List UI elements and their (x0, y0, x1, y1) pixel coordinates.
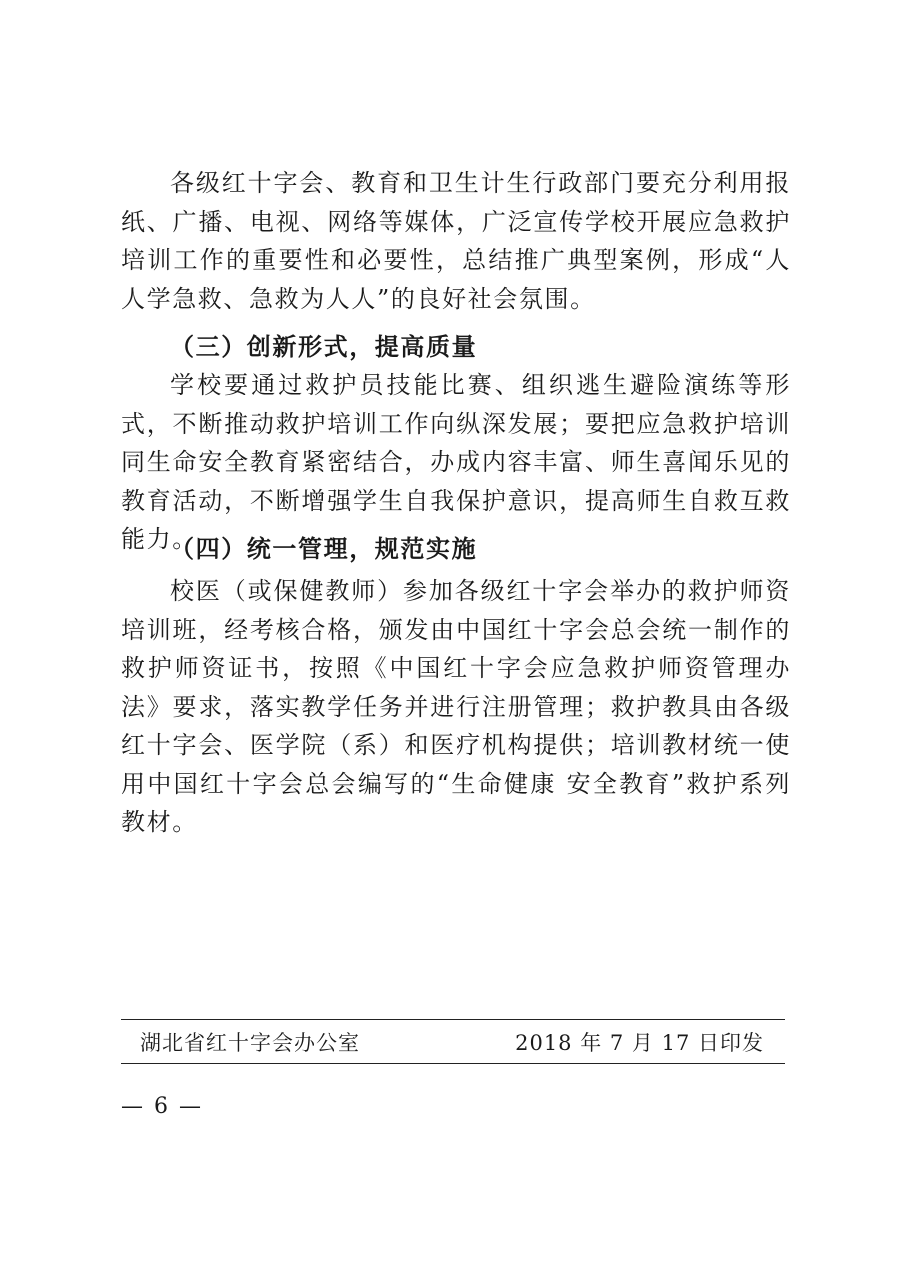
footer-bottom-rule (121, 1063, 785, 1064)
section-heading-3: （三）创新形式，提高质量 (170, 333, 478, 361)
footer-top-rule (121, 1019, 785, 1020)
footer-issue-date: 2018 年 7 月 17 日印发 (515, 1031, 764, 1055)
section-heading-4: （四）统一管理，规范实施 (170, 535, 478, 563)
footer-issuer: 湖北省红十字会办公室 (140, 1031, 360, 1055)
paragraph-management: 校医（或保健教师）参加各级红十字会举办的救护师资培训班，经考核合格，颁发由中国红十字会总会统一制作的救护师资证书，按照《中国红十字会应急救护师资管理办法》要求，落实教学任务并进行注册管理；救护教具由各级红十字会、医学院（系）和医疗机构提供；培训教材统一使用中国红十字会总会编写的“生命健康 安全教育”救护系列教材。 (121, 577, 791, 836)
page-number: — 6 — (121, 1094, 203, 1119)
paragraph-media-publicity: 各级红十字会、教育和卫生计生行政部门要充分利用报纸、广播、电视、网络等媒体，广泛宣传学校开展应急救护培训工作的重要性和必要性，总结推广典型案例，形成“人人学急救、急救为人人”的良好社会氛围。 (121, 169, 791, 313)
paragraph-innovation: 学校要通过救护员技能比赛、组织逃生避险演练等形式，不断推动救护培训工作向纵深发展；要把应急救护培训同生命安全教育紧密结合，办成内容丰富、师生喜闻乐见的教育活动，不断增强学生自我保护意识，提高师生自救互救能力。 (121, 371, 791, 553)
